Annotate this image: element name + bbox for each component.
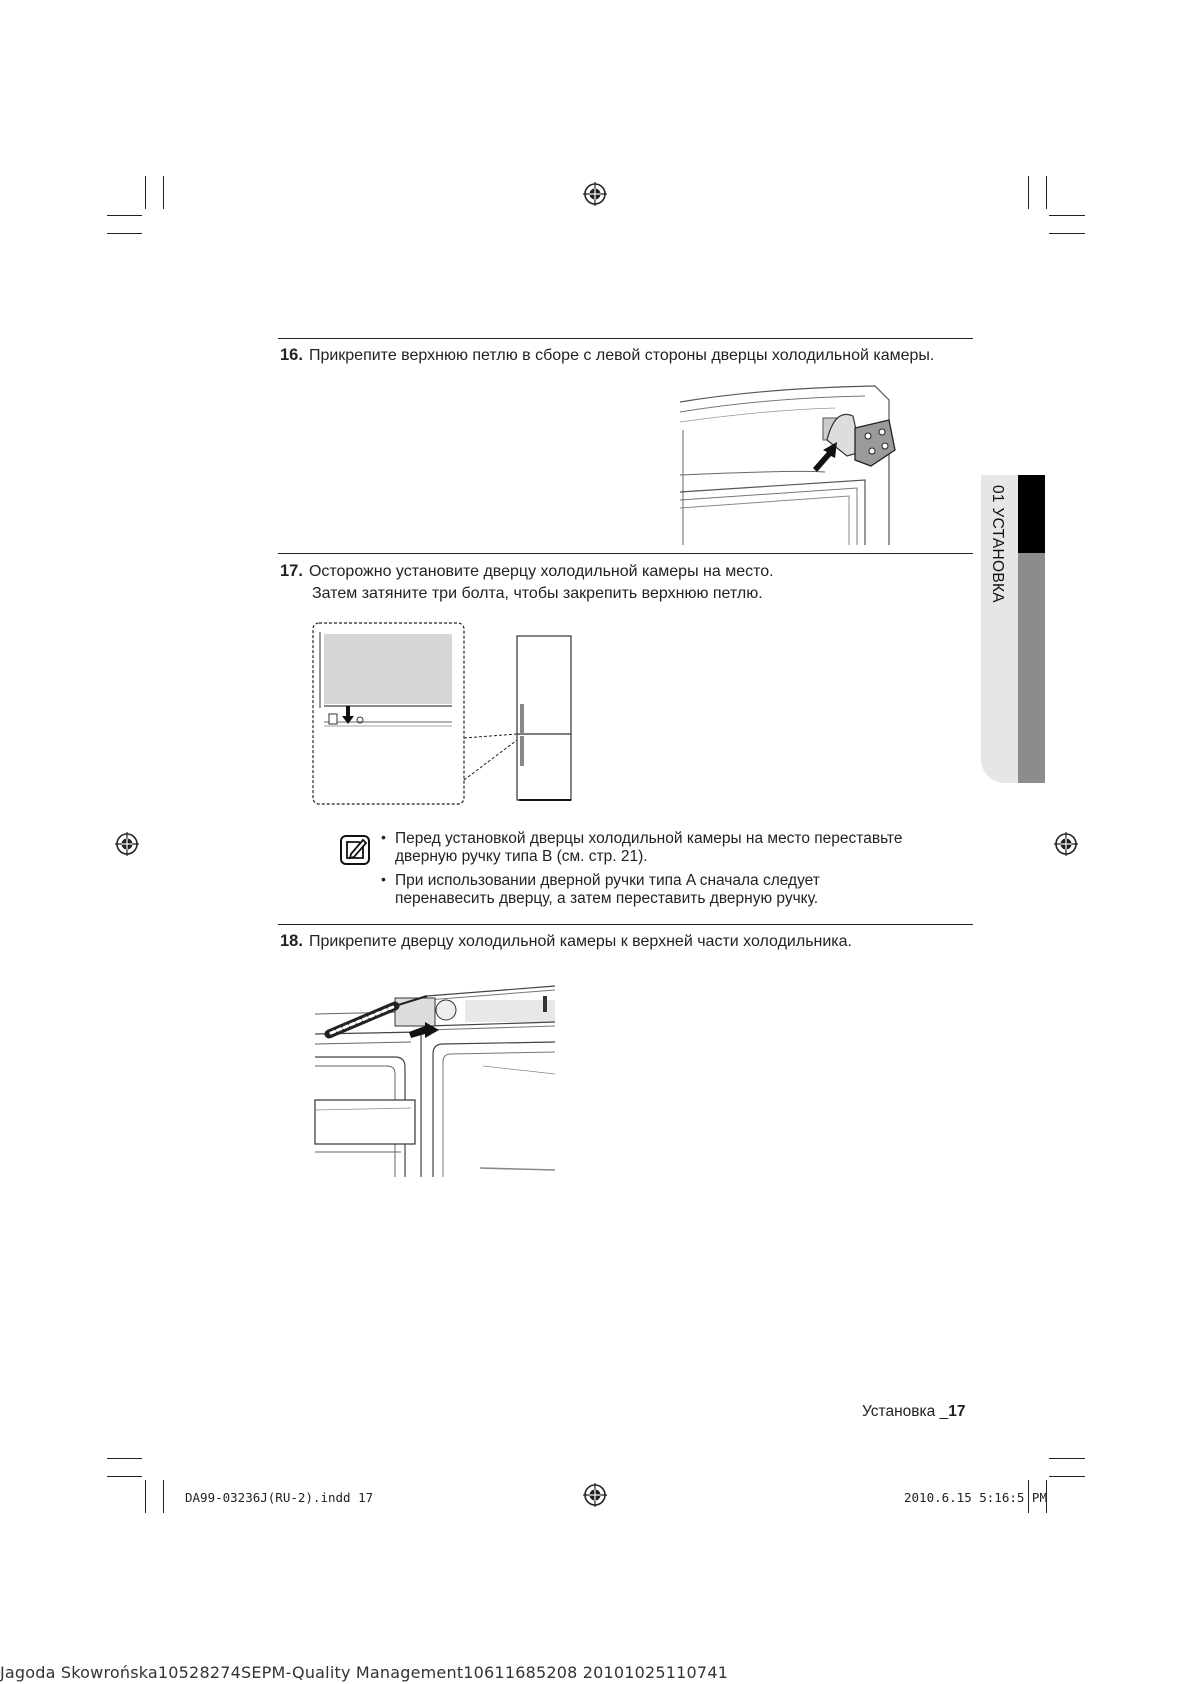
registration-target-icon — [583, 1483, 607, 1507]
step-text-line-2: Затем затяните три болта, чтобы закрепить верхнюю петлю. — [312, 585, 763, 602]
note-line: дверную ручку типа B (см. стр. 21). — [395, 848, 648, 865]
step-17-line-2 — [312, 583, 763, 604]
step-text: Прикрепите дверцу холодильной камеры к верхней части холодильника. — [308, 933, 852, 950]
footer-section: Установка _ — [862, 1403, 949, 1420]
section-divider — [278, 553, 973, 554]
section-divider — [278, 924, 973, 925]
step-number: 16. — [280, 346, 303, 364]
section-divider — [278, 338, 973, 339]
slug-file: DA99-03236J(RU-2).indd 17 — [185, 1490, 374, 1505]
step-number: 17. — [280, 562, 303, 580]
step-16 — [280, 345, 934, 366]
note-bullet — [381, 872, 981, 908]
note-icon — [339, 834, 371, 866]
step-number: 18. — [280, 932, 303, 950]
step-17 — [280, 561, 774, 582]
registration-target-icon — [583, 182, 607, 206]
registration-target-icon — [115, 832, 139, 856]
bullet-dot: • — [381, 829, 386, 845]
watermark: Jagoda Skowrońska10528274SEPM-Quality Management10611685208 20101025110741 — [0, 1663, 729, 1682]
note-line: перенавесить дверцу, а затем переставить дверную ручку. — [395, 890, 819, 907]
hinge-illustration — [675, 380, 915, 545]
side-tab-label: 01 УСТАНОВКА — [989, 485, 1006, 603]
side-tab-grey-marker — [1018, 553, 1045, 783]
step-text: Прикрепите верхнюю петлю в сборе с левой стороны дверцы холодильной камеры. — [308, 347, 935, 364]
page-number: 17 — [948, 1403, 966, 1420]
note-text — [381, 830, 981, 908]
slug-timestamp: 2010.6.15 5:16:5 PM — [904, 1490, 1047, 1505]
note-line: При использовании дверной ручки типа A сначала следует — [395, 872, 820, 889]
door-attach-illustration — [315, 982, 555, 1177]
bullet-dot: • — [381, 871, 386, 887]
door-install-illustration — [312, 622, 577, 807]
side-tab-black-marker — [1018, 475, 1045, 553]
registration-target-icon — [1054, 832, 1078, 856]
page-footer — [862, 1403, 965, 1421]
note-line: Перед установкой дверцы холодильной камеры на место переставьте — [395, 830, 903, 847]
step-18 — [280, 931, 852, 952]
note-bullet — [381, 830, 981, 866]
step-text-line-1: Осторожно установите дверцу холодильной камеры на место. — [308, 563, 774, 580]
